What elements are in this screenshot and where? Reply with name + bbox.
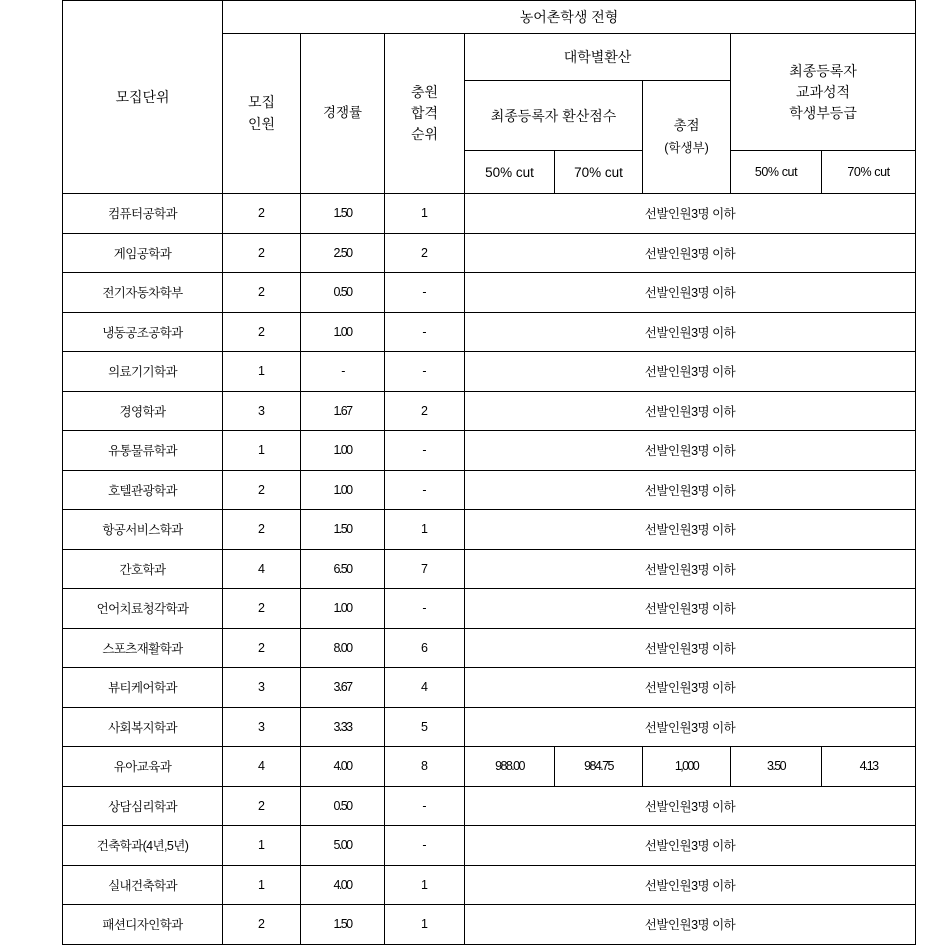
cell-waitlist-rank: - bbox=[385, 273, 465, 313]
cell-waitlist-rank: - bbox=[385, 312, 465, 352]
cell-waitlist-rank: - bbox=[385, 826, 465, 866]
cell-waitlist-rank: 1 bbox=[385, 194, 465, 234]
cell-insufficient-note: 선발인원3명 이하 bbox=[465, 549, 916, 589]
cell-quota: 2 bbox=[223, 273, 301, 313]
header-grade-line3: 학생부등급 bbox=[789, 104, 857, 121]
table-row bbox=[63, 628, 916, 668]
cell-insufficient-note: 선발인원3명 이하 bbox=[465, 589, 916, 629]
header-rank-line2: 합격 bbox=[410, 104, 439, 121]
header-total-sub-label: (학생부) bbox=[664, 141, 709, 155]
header-grade-cut-70: 70% cut bbox=[822, 151, 916, 194]
cell-waitlist-rank: - bbox=[385, 470, 465, 510]
cell-waitlist-rank: 6 bbox=[385, 628, 465, 668]
header-quota-line2: 인원 bbox=[247, 115, 276, 132]
table-row bbox=[63, 668, 916, 708]
table-row bbox=[63, 747, 916, 787]
table-body bbox=[63, 194, 916, 945]
cell-insufficient-note: 선발인원3명 이하 bbox=[465, 194, 916, 234]
cell-recruitment-unit: 언어치료청각학과 bbox=[63, 589, 223, 629]
cell-insufficient-note: 선발인원3명 이하 bbox=[465, 628, 916, 668]
table-row bbox=[63, 431, 916, 471]
header-grade-cut-50: 50% cut bbox=[731, 151, 822, 194]
table-row bbox=[63, 786, 916, 826]
table-row bbox=[63, 312, 916, 352]
table-row bbox=[63, 865, 916, 905]
cell-cut-70: 984.75 bbox=[555, 747, 643, 787]
cell-competition-ratio: 8.00 bbox=[301, 628, 385, 668]
table-header bbox=[63, 1, 916, 194]
table-row bbox=[63, 233, 916, 273]
header-university-conversion-group: 대학별환산 bbox=[465, 34, 731, 81]
cell-recruitment-unit: 컴퓨터공학과 bbox=[63, 194, 223, 234]
cell-quota: 2 bbox=[223, 312, 301, 352]
cell-insufficient-note: 선발인원3명 이하 bbox=[465, 470, 916, 510]
cell-quota: 2 bbox=[223, 510, 301, 550]
header-admission-track: 농어촌학생 전형 bbox=[223, 1, 916, 34]
cell-competition-ratio: 1.00 bbox=[301, 470, 385, 510]
header-grade-line2: 교과성적 bbox=[795, 83, 851, 100]
admissions-result-table bbox=[62, 0, 916, 945]
cell-recruitment-unit: 간호학과 bbox=[63, 549, 223, 589]
cell-competition-ratio: 1.50 bbox=[301, 194, 385, 234]
cell-quota: 1 bbox=[223, 431, 301, 471]
cell-competition-ratio: 4.00 bbox=[301, 747, 385, 787]
table-row bbox=[63, 391, 916, 431]
cell-quota: 2 bbox=[223, 470, 301, 510]
cell-competition-ratio: 1.00 bbox=[301, 312, 385, 352]
cell-competition-ratio: 1.67 bbox=[301, 391, 385, 431]
cell-competition-ratio: 5.00 bbox=[301, 826, 385, 866]
header-total-label: 총점 bbox=[673, 118, 700, 134]
cell-grade-cut-70: 4.13 bbox=[822, 747, 916, 787]
cell-insufficient-note: 선발인원3명 이하 bbox=[465, 865, 916, 905]
cell-competition-ratio: 1.50 bbox=[301, 905, 385, 945]
header-competition-ratio: 경쟁률 bbox=[301, 34, 385, 194]
cell-insufficient-note: 선발인원3명 이하 bbox=[465, 510, 916, 550]
table-row bbox=[63, 273, 916, 313]
cell-waitlist-rank: - bbox=[385, 431, 465, 471]
cell-recruitment-unit: 뷰티케어학과 bbox=[63, 668, 223, 708]
cell-quota: 2 bbox=[223, 905, 301, 945]
cell-quota: 4 bbox=[223, 747, 301, 787]
cell-quota: 2 bbox=[223, 233, 301, 273]
cell-recruitment-unit: 냉동공조공학과 bbox=[63, 312, 223, 352]
cell-recruitment-unit: 유아교육과 bbox=[63, 747, 223, 787]
header-rank-line1: 충원 bbox=[410, 83, 439, 100]
header-row-track bbox=[63, 1, 916, 34]
table-row bbox=[63, 826, 916, 866]
table-row bbox=[63, 707, 916, 747]
cell-recruitment-unit: 건축학과(4년,5년) bbox=[63, 826, 223, 866]
cell-recruitment-unit: 의료기기학과 bbox=[63, 352, 223, 392]
cell-waitlist-rank: 1 bbox=[385, 510, 465, 550]
table-row bbox=[63, 589, 916, 629]
table-row bbox=[63, 510, 916, 550]
table-row bbox=[63, 549, 916, 589]
header-final-converted-score: 최종등록자 환산점수 bbox=[465, 81, 643, 151]
cell-insufficient-note: 선발인원3명 이하 bbox=[465, 707, 916, 747]
cell-recruitment-unit: 실내건축학과 bbox=[63, 865, 223, 905]
cell-waitlist-rank: 1 bbox=[385, 905, 465, 945]
cell-waitlist-rank: 1 bbox=[385, 865, 465, 905]
cell-insufficient-note: 선발인원3명 이하 bbox=[465, 352, 916, 392]
cell-waitlist-rank: - bbox=[385, 786, 465, 826]
cell-waitlist-rank: 4 bbox=[385, 668, 465, 708]
cell-recruitment-unit: 유통물류학과 bbox=[63, 431, 223, 471]
cell-insufficient-note: 선발인원3명 이하 bbox=[465, 273, 916, 313]
header-total-score bbox=[643, 81, 731, 194]
header-grade-line1: 최종등록자 bbox=[789, 62, 857, 79]
cell-quota: 1 bbox=[223, 865, 301, 905]
header-quota bbox=[223, 34, 301, 194]
cell-total-score: 1,000 bbox=[643, 747, 731, 787]
cell-grade-cut-50: 3.50 bbox=[731, 747, 822, 787]
header-waitlist-rank bbox=[385, 34, 465, 194]
cell-recruitment-unit: 전기자동차학부 bbox=[63, 273, 223, 313]
cell-recruitment-unit: 호텔관광학과 bbox=[63, 470, 223, 510]
cell-insufficient-note: 선발인원3명 이하 bbox=[465, 905, 916, 945]
cell-competition-ratio: 4.00 bbox=[301, 865, 385, 905]
cell-recruitment-unit: 게임공학과 bbox=[63, 233, 223, 273]
cell-insufficient-note: 선발인원3명 이하 bbox=[465, 786, 916, 826]
cell-quota: 3 bbox=[223, 668, 301, 708]
cell-competition-ratio: 0.50 bbox=[301, 273, 385, 313]
header-recruitment-unit: 모집단위 bbox=[63, 1, 223, 194]
cell-waitlist-rank: 2 bbox=[385, 391, 465, 431]
cell-quota: 3 bbox=[223, 707, 301, 747]
cell-recruitment-unit: 상담심리학과 bbox=[63, 786, 223, 826]
cell-quota: 4 bbox=[223, 549, 301, 589]
cell-quota: 3 bbox=[223, 391, 301, 431]
cell-competition-ratio: 2.50 bbox=[301, 233, 385, 273]
cell-quota: 2 bbox=[223, 194, 301, 234]
table-row bbox=[63, 905, 916, 945]
cell-waitlist-rank: 5 bbox=[385, 707, 465, 747]
header-cut-50: 50% cut bbox=[465, 151, 555, 194]
cell-competition-ratio: 1.50 bbox=[301, 510, 385, 550]
header-final-grade-group bbox=[731, 34, 916, 151]
cell-insufficient-note: 선발인원3명 이하 bbox=[465, 312, 916, 352]
cell-insufficient-note: 선발인원3명 이하 bbox=[465, 233, 916, 273]
cell-quota: 2 bbox=[223, 628, 301, 668]
cell-insufficient-note: 선발인원3명 이하 bbox=[465, 826, 916, 866]
cell-competition-ratio: 3.67 bbox=[301, 668, 385, 708]
cell-insufficient-note: 선발인원3명 이하 bbox=[465, 391, 916, 431]
cell-recruitment-unit: 항공서비스학과 bbox=[63, 510, 223, 550]
header-quota-line1: 모집 bbox=[247, 94, 276, 111]
cell-recruitment-unit: 경영학과 bbox=[63, 391, 223, 431]
cell-competition-ratio: - bbox=[301, 352, 385, 392]
cell-waitlist-rank: - bbox=[385, 589, 465, 629]
cell-competition-ratio: 1.00 bbox=[301, 589, 385, 629]
cell-recruitment-unit: 패션디자인학과 bbox=[63, 905, 223, 945]
cell-competition-ratio: 1.00 bbox=[301, 431, 385, 471]
cell-recruitment-unit: 사회복지학과 bbox=[63, 707, 223, 747]
cell-recruitment-unit: 스포츠재활학과 bbox=[63, 628, 223, 668]
cell-waitlist-rank: 8 bbox=[385, 747, 465, 787]
cell-quota: 1 bbox=[223, 826, 301, 866]
table-row bbox=[63, 194, 916, 234]
table-row bbox=[63, 470, 916, 510]
cell-insufficient-note: 선발인원3명 이하 bbox=[465, 668, 916, 708]
cell-insufficient-note: 선발인원3명 이하 bbox=[465, 431, 916, 471]
cell-quota: 2 bbox=[223, 589, 301, 629]
cell-cut-50: 988.00 bbox=[465, 747, 555, 787]
cell-competition-ratio: 3.33 bbox=[301, 707, 385, 747]
cell-competition-ratio: 0.50 bbox=[301, 786, 385, 826]
table-row bbox=[63, 352, 916, 392]
header-rank-line3: 순위 bbox=[410, 126, 439, 143]
cell-quota: 1 bbox=[223, 352, 301, 392]
cell-waitlist-rank: 7 bbox=[385, 549, 465, 589]
cell-waitlist-rank: 2 bbox=[385, 233, 465, 273]
header-cut-70: 70% cut bbox=[555, 151, 643, 194]
cell-quota: 2 bbox=[223, 786, 301, 826]
cell-competition-ratio: 6.50 bbox=[301, 549, 385, 589]
cell-waitlist-rank: - bbox=[385, 352, 465, 392]
